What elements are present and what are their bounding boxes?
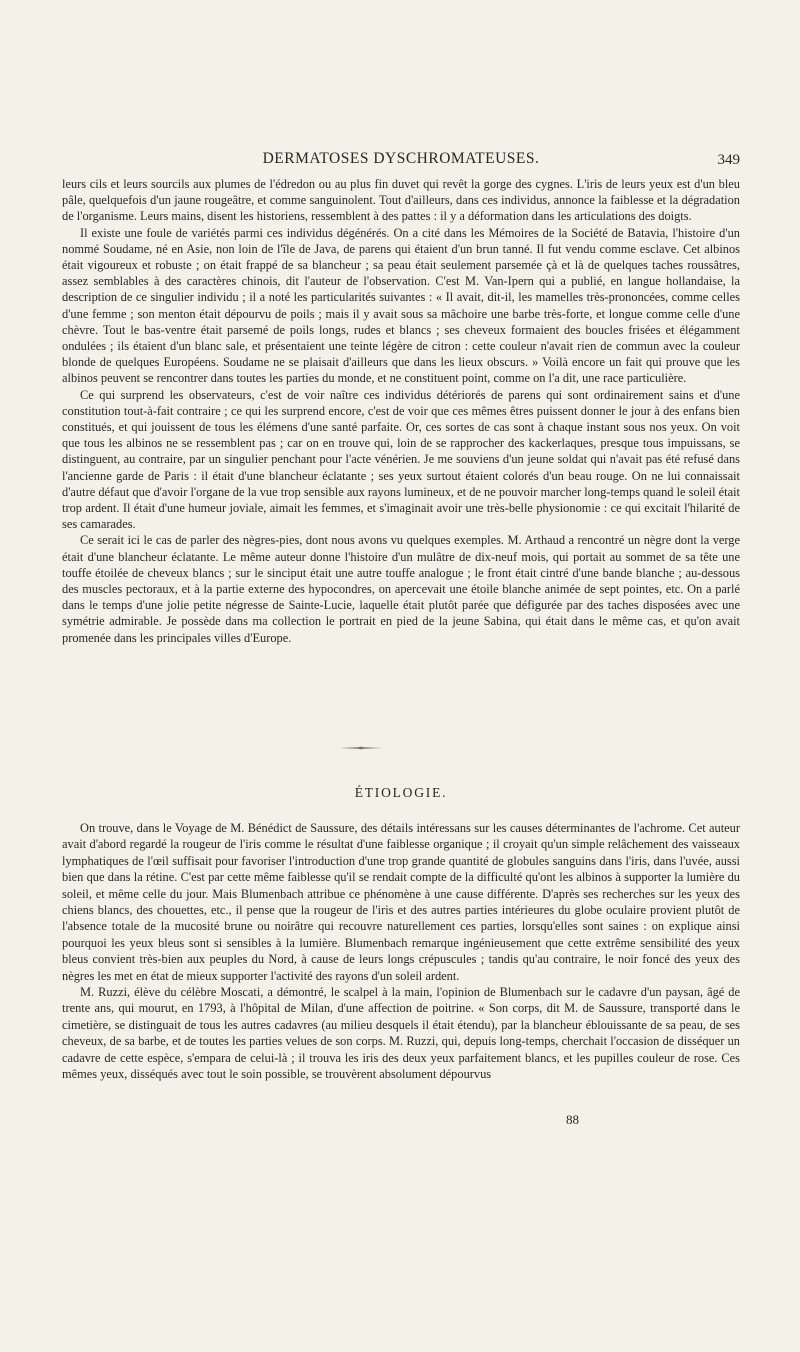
paragraph: Ce qui surprend les observateurs, c'est de voir naître ces individus détériorés de parens qui sont ordinairement sains et d'une constitution tout-à-fait contraire ; ce qui les surprend encore, c'est de voir que ces mêmes êtres puissent donner le jour à des enfans bien constitués, et qui jouissent de tous les élémens d'une santé parfaite. Or, ces sortes de cas sont à chaque instant sous nos yeux. On voit que tous les albinos ne se ressemblent pas ; car on en trouve qui, loin de se rapprocher des kackerlaques, presque tous impuissans, se distinguent, au contraire, par un singulier penchant pour l'acte vénérien. Je me souviens d'un jeune soldat qui n'avait pas été refusé dans l'ancienne garde de Paris : il était d'une blancheur éclatante ; ses yeux surtout étaient colorés d'un beau rouge. On ne lui connaissait d'autre défaut que d'avoir l'organe de la vue trop sensible aux rayons lumineux, et de ne pouvoir marcher long-temps quand le soleil était trop ardent. Il était d'une humeur joviale, aimait les femmes, et s'imaginait avoir une très-belle physionomie : ce qui excitait l'hilarité de ses camarades.	[62, 387, 740, 532]
paragraph: Ce serait ici le cas de parler des nègres-pies, dont nous avons vu quelques exemples. M. Arthaud a rencontré un nègre dont la verge était d'une blancheur éclatante. Le même auteur donne l'histoire d'un mulâtre de dix-neuf mois, qui portait au sommet de sa tête une touffe étoilée de cheveux blancs ; sur le sinciput était une autre touffe analogue ; le front était cintré d'une bande blanche ; au-dessous des muscles pectoraux, et à la partie externe des hypocondres, on apercevait une étoile blanche animée de sept pointes, etc. On a parlé dans le temps d'une jolie petite négresse de Sainte-Lucie, laquelle était plutôt parée que défigurée par des taches disposées avec une symétrie admirable. Je possède dans ma collection le portrait en pied de la jeune Sabina, qui était dans le même cas, et qu'on avait promenée dans les principales villes d'Europe.	[62, 533, 740, 645]
signature-mark: 88	[566, 1112, 579, 1127]
section-heading: ÉTIOLOGIE.	[354, 785, 448, 800]
paragraph: leurs cils et leurs sourcils aux plumes de l'édredon ou au plus fin duvet qui revêt la gorge des cygnes. L'iris de leurs yeux est d'un bleu pâle, quelquefois d'un jaune rougeâtre, et comme sanguinolent. Tout d'ailleurs, dans ces individus, annonce la faiblesse et la dégradation de l'organisme. Leurs mains, disent les historiens, ressemblent à des pattes : il y a déformation dans les articulations des doigts.	[62, 177, 740, 224]
running-title: DERMATOSES DYSCHROMATEUSES.	[262, 150, 540, 167]
section-divider-ornament	[340, 746, 382, 750]
paragraph: On trouve, dans le Voyage de M. Bénédict de Saussure, des détails intéressans sur les causes déterminantes de l'achrome. Cet auteur avait d'abord regardé la rougeur de l'iris comme le résultat d'une faiblesse organique ; il croyait qu'un simple relâchement des vaisseaux lymphatiques de l'œil suffisait pour favoriser l'introduction d'une trop grande quantité de globules sanguins dans l'iris, dans l'uvée, aussi bien que dans la rétine. C'est par cette même faiblesse qu'il se rendait compte de la difficulté qu'ont les albinos à supporter la lumière du soleil, et même celle du jour. Mais Blumenbach attribue ce phénomène à une cause différente. D'après ses recherches sur les yeux des chiens blancs, des chouettes, etc., il pense que la rougeur de l'iris et des autres parties intérieures du globe oculaire provient plutôt de l'absence totale de la mucosité brune ou noirâtre qui recouvre naturellement ces parties, lorsqu'elles sont saines : on explique ainsi pourquoi les yeux bleus sont si sensibles à la lumière. Blumenbach remarque ingénieusement que cette extrême sensibilité des yeux bleus convient très-bien aux peuples du Nord, à cause de leurs longs crépuscules ; tandis qu'au contraire, le noir foncé des yeux des nègres les met en état de mieux supporter l'activité des rayons d'un soleil ardent.	[62, 821, 740, 983]
body-text-section-1	[62, 176, 740, 646]
page-number: 349	[717, 152, 740, 168]
body-text-section-2	[62, 820, 740, 1083]
page-header	[62, 148, 740, 170]
paragraph: M. Ruzzi, élève du célèbre Moscati, a démontré, le scalpel à la main, l'opinion de Blumenbach sur le cadavre d'un paysan, âgé de trente ans, qui mourut, en 1793, à l'hôpital de Milan, d'une affection de poitrine. « Son corps, dit M. de Saussure, transporté dans le cimetière, se distinguait de tous les autres cadavres (au milieu desquels il était étendu), par la blancheur éblouissante de sa peau, de ses cheveux, de sa barbe, et de toutes les parties velues de son corps. M. Ruzzi, qui, depuis long-temps, cherchait l'occasion de disséquer un cadavre de cette espèce, s'empara de celui-là ; il trouva les iris des deux yeux parfaitement blancs, et les pupilles couleur de rose. Ces mêmes yeux, disséqués avec tout le soin possible, se trouvèrent absolument dépourvus	[62, 985, 740, 1082]
paragraph: Il existe une foule de variétés parmi ces individus dégénérés. On a cité dans les Mémoires de la Société de Batavia, l'histoire d'un nommé Soudame, né en Asie, non loin de l'île de Java, de parens qui étaient d'un brun tanné. Il fut vendu comme esclave. Cet albinos était vigoureux et robuste ; on était frappé de sa blancheur ; sa peau était seulement parsemée çà et là de quelques taches roussâtres, assez semblables à des caractères chinois, dit l'auteur de l'observation. C'est M. Van-Ipern qui a publié, en langue hollandaise, la description de ce singulier individu ; il a noté les particularités suivantes : « Il avait, dit-il, les mamelles très-prononcées, comme celles d'une femme ; son menton était dépourvu de poils ; mais il y avait sous sa mâchoire une barbe très-forte, et longue comme celle d'une chèvre. Tout le bas-ventre était parsemé de poils longs, rudes et blancs ; ses cheveux formaient des boucles frisées et élégamment ondulées ; ils étaient d'un blanc sale, et présentaient une teinte légère de citron : cette couleur n'avait rien de commun avec la couleur blonde de quelques Européens. Soudame ne se plaisait d'ailleurs que dans les lieux obscurs. » Voilà encore un fait qui prouve que les albinos peuvent se rencontrer dans toutes les parties du monde, et ne constituent point, comme on l'a dit, une race particulière.	[62, 225, 740, 386]
